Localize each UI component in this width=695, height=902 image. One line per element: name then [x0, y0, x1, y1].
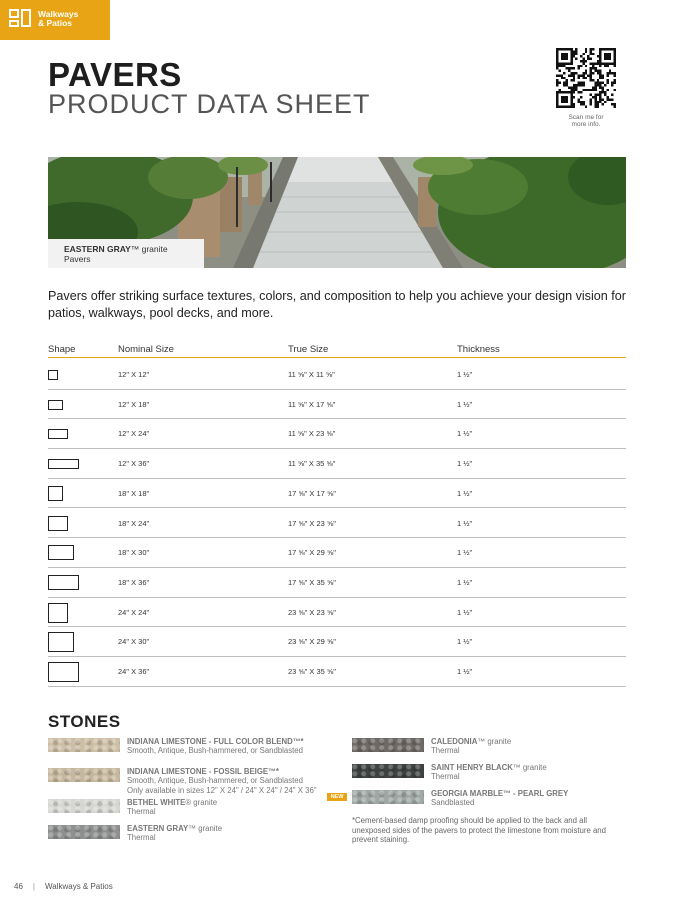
thickness-cell: 1 ½": [457, 548, 473, 558]
qr-caption: Scan me for more info.: [568, 114, 604, 128]
nominal-size-cell: 24" X 24": [118, 607, 150, 617]
table-row: [48, 627, 626, 657]
true-size-cell: 23 ⅝" X 29 ⅝": [288, 637, 336, 647]
paver-shape-icon: [48, 370, 58, 380]
stone-name: BETHEL WHITE: [127, 798, 186, 807]
stone-finish: Thermal: [431, 746, 460, 755]
nominal-size-cell: 24" X 30": [118, 637, 150, 647]
stone-swatch: [352, 790, 424, 804]
table-row: [48, 419, 626, 449]
thickness-cell: 1 ½": [457, 518, 473, 528]
table-row: [48, 449, 626, 479]
paver-shape-icon: [48, 516, 68, 531]
stone-type: ® granite: [185, 798, 218, 807]
table-row: [48, 390, 626, 420]
table-row: [48, 360, 626, 390]
stone-type: ™ granite: [477, 737, 512, 746]
true-size-cell: 11 ⅝" X 17 ⅝": [288, 399, 336, 409]
stone-finish: Only available in sizes 12" X 24" / 24" X 24" / 24" X 36": [127, 785, 317, 795]
table-row: [48, 479, 626, 509]
stone-finish: Thermal: [127, 807, 156, 816]
paver-shape-icon: [48, 486, 63, 501]
paver-shape-icon: [48, 632, 74, 652]
stone-type: ™ granite: [512, 763, 547, 772]
stone-swatch: [48, 768, 120, 782]
category-grid-icon: [9, 9, 33, 29]
thickness-cell: 1 ½": [457, 667, 473, 676]
table-row: [48, 538, 626, 568]
category-tag: [0, 0, 110, 40]
nominal-size-cell: 12" X 36": [118, 459, 150, 469]
thickness-cell: 1 ½": [457, 370, 473, 379]
true-size-cell: 11 ⅝" X 35 ⅝": [288, 459, 336, 469]
thickness-cell: 1 ½": [457, 399, 473, 409]
table-row: [48, 509, 626, 539]
stone-finish: Thermal: [127, 833, 156, 842]
true-size-cell: 17 ⅝" X 23 ⅝": [288, 518, 336, 528]
qr-code-icon[interactable]: [556, 48, 616, 108]
header-thickness: Thickness: [457, 344, 500, 355]
header-shape: Shape: [48, 344, 76, 355]
stone-name: EASTERN GRAY: [127, 824, 189, 833]
stones-footnote: *Cement-based damp proofing should be applied to the back and all unexposed sides of the pavers to protect the limestone from moisture and prevent staining.: [352, 816, 606, 844]
thickness-cell: 1 ½": [457, 637, 473, 647]
thickness-cell: 1 ½": [457, 459, 473, 469]
stone-type: ™ granite: [188, 824, 223, 833]
stone-swatch: [352, 738, 424, 752]
nominal-size-cell: 18" X 18": [118, 488, 150, 498]
stone-name: CALEDONIA: [431, 737, 478, 746]
category-tag-line2: & Patios: [38, 18, 73, 28]
stone-swatch: [48, 825, 120, 839]
intro-paragraph: Pavers offer striking surface textures, colors, and composition to help you achieve your design vision for patios, walkways, pool decks, and more.: [48, 289, 626, 320]
true-size-cell: 23 ⅝" X 35 ⅝": [288, 667, 336, 676]
true-size-cell: 17 ⅝" X 29 ⅝": [288, 548, 336, 558]
nominal-size-cell: 12" X 24": [118, 429, 150, 439]
table-row: [48, 598, 626, 628]
thickness-cell: 1 ½": [457, 577, 473, 587]
true-size-cell: 17 ⅝" X 17 ⅝": [288, 488, 336, 498]
category-tag-line1: Walkways: [38, 9, 79, 19]
page-number: 46: [14, 882, 23, 891]
thickness-cell: 1 ½": [457, 429, 473, 439]
true-size-cell: 11 ⅝" X 11 ⅝": [288, 370, 335, 379]
page-subtitle: PRODUCT DATA SHEET: [48, 89, 371, 119]
stone-swatch: [352, 764, 424, 778]
table-header: [48, 344, 626, 358]
true-size-cell: 11 ⅝" X 23 ⅝": [288, 429, 336, 439]
nominal-size-cell: 18" X 24": [118, 518, 150, 528]
nominal-size-cell: 12" X 18": [118, 399, 150, 409]
nominal-size-cell: 12" X 12": [118, 370, 150, 379]
paver-shape-icon: [48, 429, 68, 439]
new-badge: NEW: [327, 793, 347, 801]
stone-name: SAINT HENRY BLACK: [431, 763, 513, 772]
paver-shape-icon: [48, 575, 79, 590]
true-size-cell: 17 ⅝" X 35 ⅝": [288, 577, 336, 587]
paver-shape-icon: [48, 459, 79, 469]
hero-photo: [48, 157, 626, 268]
thickness-cell: 1 ½": [457, 607, 473, 617]
stone-finish: Smooth, Antique, Bush-hammered, or Sandblasted: [127, 746, 303, 755]
stone-name: GEORGIA MARBLE™ - PEARL GREY: [431, 789, 569, 798]
nominal-size-cell: 18" X 36": [118, 577, 150, 587]
stone-swatch: [48, 799, 120, 813]
footer-section: Walkways & Patios: [44, 882, 113, 891]
paver-shape-icon: [48, 545, 74, 560]
stone-finish: Smooth, Antique, Bush-hammered, or Sandblasted: [127, 776, 303, 785]
page-title: PAVERS: [48, 56, 182, 93]
stones-heading: STONES: [48, 712, 121, 731]
nominal-size-cell: 18" X 30": [118, 548, 150, 558]
paver-shape-icon: [48, 662, 79, 682]
stone-name: INDIANA LIMESTONE - FOSSIL BEIGE™*: [127, 767, 279, 776]
stone-name: INDIANA LIMESTONE - FULL COLOR BLEND™*: [127, 737, 304, 746]
true-size-cell: 23 ⅝" X 23 ⅝": [288, 607, 336, 617]
table-row: [48, 568, 626, 598]
stone-swatch: [48, 738, 120, 752]
nominal-size-cell: 24" X 36": [118, 667, 150, 676]
thickness-cell: 1 ½": [457, 488, 473, 498]
paver-shape-icon: [48, 603, 68, 623]
page-footer: 46 | Walkways & Patios: [14, 882, 113, 891]
header-true-size: True Size: [288, 344, 329, 355]
stone-finish: Thermal: [431, 772, 460, 781]
header-nominal-size: Nominal Size: [118, 344, 174, 355]
hero-caption: EASTERN GRAY™ granite Pavers: [48, 239, 204, 268]
paver-shape-icon: [48, 400, 63, 410]
stone-finish: Sandblasted: [431, 798, 475, 807]
table-row: [48, 657, 626, 687]
